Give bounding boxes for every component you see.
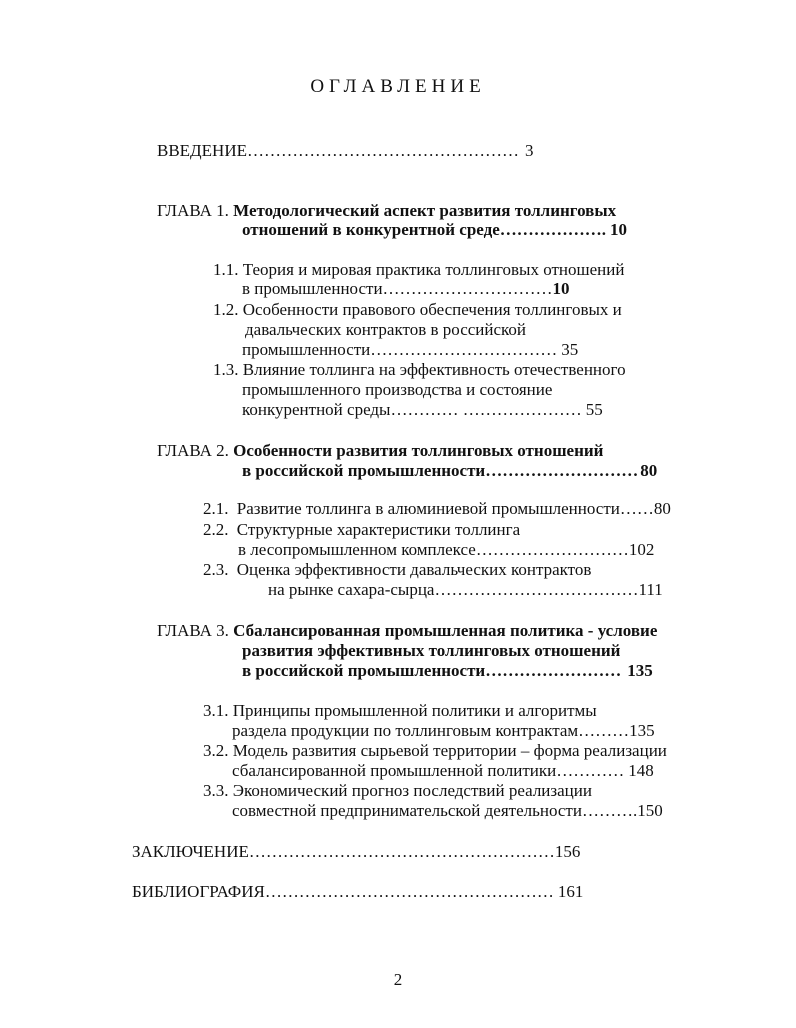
leader-dots: ……………………… bbox=[485, 461, 639, 480]
section-title: Теория и мировая практика толлинговых отношений bbox=[242, 260, 625, 279]
toc-conclusion[interactable] bbox=[132, 842, 580, 862]
toc-chapter-1[interactable] bbox=[157, 201, 616, 221]
section-number: 2.1. bbox=[203, 499, 229, 518]
toc-introduction[interactable] bbox=[157, 141, 533, 161]
section-number: 1.1. bbox=[213, 260, 239, 279]
section-number: 1.2. bbox=[213, 300, 239, 319]
toc-page-number: 111 bbox=[638, 580, 663, 599]
leader-dots: ………………. bbox=[499, 220, 607, 239]
chapter-title-cont: отношений в конкурентной среде bbox=[242, 220, 500, 239]
toc-page-number: 161 bbox=[557, 882, 584, 901]
section-title-cont: раздела продукции по толлинговым контрактам bbox=[232, 721, 579, 740]
toc-page-number: 10 bbox=[610, 220, 628, 239]
toc-page-number: 55 bbox=[585, 400, 603, 419]
leader-dots: …………………… bbox=[485, 661, 622, 680]
toc-chapter-1-line-2[interactable] bbox=[242, 220, 627, 240]
toc-page-number: 135 bbox=[629, 721, 655, 740]
toc-section-3-2-line-2[interactable] bbox=[232, 761, 654, 781]
toc-section-1-3-line-3[interactable] bbox=[242, 400, 603, 420]
toc-page-number: 150 bbox=[637, 801, 663, 820]
toc-chapter-3[interactable] bbox=[157, 621, 657, 641]
chapter-title-cont: в российской промышленности bbox=[242, 661, 486, 680]
toc-page-number: 148 bbox=[628, 761, 654, 780]
toc-section-1-3-line-2[interactable]: промышленного производства и состояние bbox=[242, 380, 553, 399]
toc-chapter-2[interactable] bbox=[157, 441, 603, 461]
leader-dots: ……… bbox=[578, 721, 630, 740]
toc-section-1-1-line-2[interactable] bbox=[242, 279, 570, 299]
toc-section-3-1-line-2[interactable] bbox=[232, 721, 655, 741]
toc-section-2-3-line-2[interactable] bbox=[268, 580, 663, 600]
section-title-cont: промышленности bbox=[242, 340, 371, 359]
section-number: 2.3. bbox=[203, 560, 229, 579]
section-title: Экономический прогноз последствий реализации bbox=[232, 781, 592, 800]
toc-conclusion-text: ЗАКЛЮЧЕНИЕ bbox=[132, 842, 249, 861]
section-title: Влияние толлинга на эффективность отечественного bbox=[242, 360, 626, 379]
toc-page-number: 102 bbox=[628, 540, 655, 559]
page-number: 2 bbox=[393, 970, 403, 989]
section-number: 1.3. bbox=[213, 360, 239, 379]
chapter-label: ГЛАВА 3. bbox=[157, 621, 229, 640]
toc-section-1-2-line-2[interactable]: давальческих контрактов в российской bbox=[245, 320, 527, 339]
leader-dots: …… bbox=[619, 499, 654, 518]
toc-section-2-1[interactable] bbox=[203, 499, 671, 519]
toc-section-2-2-line-2[interactable] bbox=[238, 540, 654, 560]
toc-section-1-2[interactable] bbox=[213, 300, 622, 320]
toc-page-number: 80 bbox=[653, 499, 671, 518]
toc-bibliography[interactable] bbox=[132, 882, 583, 902]
section-number: 2.2. bbox=[203, 520, 229, 539]
toc-chapter-2-line-2[interactable] bbox=[242, 461, 657, 481]
toc-section-3-3-line-2[interactable] bbox=[232, 801, 663, 821]
toc-page-number: 35 bbox=[561, 340, 579, 359]
toc-section-1-3[interactable] bbox=[213, 360, 626, 380]
leader-dots: …………………………………………… bbox=[264, 882, 554, 901]
leader-dots: ………………………… bbox=[382, 279, 553, 298]
chapter-label: ГЛАВА 1. bbox=[157, 201, 229, 220]
section-title: Особенности правового обеспечения толлинговых и bbox=[242, 300, 622, 319]
chapter-label: ГЛАВА 2. bbox=[157, 441, 229, 460]
toc-section-2-2[interactable] bbox=[203, 520, 520, 540]
leader-dots: ………………………………………… bbox=[246, 141, 519, 160]
toc-section-3-3[interactable] bbox=[203, 781, 592, 801]
section-number: 3.3. bbox=[203, 781, 229, 800]
leader-dots: ………. bbox=[581, 801, 638, 820]
section-title: Оценка эффективности давальческих контрактов bbox=[236, 560, 592, 579]
section-title-cont: на рынке сахара-сырца bbox=[268, 580, 435, 599]
section-number: 3.2. bbox=[203, 741, 229, 760]
chapter-title: Методологический аспект развития толлинговых bbox=[233, 201, 617, 220]
section-title: Структурные характеристики толлинга bbox=[236, 520, 521, 539]
chapter-title-cont: в российской промышленности bbox=[242, 461, 486, 480]
leader-dots: ……………………………………………… bbox=[248, 842, 555, 861]
chapter-title: Особенности развития толлинговых отношений bbox=[233, 441, 604, 460]
leader-dots: ……………………………… bbox=[434, 580, 639, 599]
toc-chapter-3-line-3[interactable] bbox=[242, 661, 653, 681]
leader-dots: …………………………… bbox=[370, 340, 558, 359]
section-number: 3.1. bbox=[203, 701, 229, 720]
leader-dots: ………… ………………… bbox=[390, 400, 582, 419]
toc-page-number: 135 bbox=[627, 661, 653, 680]
toc-chapter-3-line-2[interactable]: развития эффективных толлинговых отношений bbox=[242, 641, 621, 660]
section-title-cont: сбалансированной промышленной политики bbox=[232, 761, 557, 780]
toc-page-number: 156 bbox=[554, 842, 581, 861]
section-title: Принципы промышленной политики и алгоритмы bbox=[232, 701, 597, 720]
toc-section-1-2-line-3[interactable] bbox=[242, 340, 578, 360]
toc-bibliography-text: БИБЛИОГРАФИЯ bbox=[132, 882, 265, 901]
page-title: ОГЛАВЛЕНИЕ bbox=[310, 76, 486, 97]
leader-dots: ……………………… bbox=[475, 540, 629, 559]
section-title-cont: в лесопромышленном комплексе bbox=[238, 540, 476, 559]
section-title-cont: совместной предпринимательской деятельности bbox=[232, 801, 582, 820]
toc-section-2-3[interactable] bbox=[203, 560, 591, 580]
toc-section-3-1[interactable] bbox=[203, 701, 597, 721]
toc-section-3-2[interactable] bbox=[203, 741, 667, 761]
chapter-title: Сбалансированная промышленная политика - условие bbox=[233, 621, 658, 640]
toc-section-1-1[interactable] bbox=[213, 260, 624, 280]
toc-introduction-text: ВВЕДЕНИЕ bbox=[157, 141, 247, 160]
section-title-cont: конкурентной среды bbox=[242, 400, 391, 419]
section-title: Модель развития сырьевой территории – форма реализации bbox=[232, 741, 667, 760]
toc-page-number: 3 bbox=[524, 141, 534, 160]
section-title: Развитие толлинга в алюминиевой промышленности bbox=[236, 499, 620, 518]
leader-dots: ………… bbox=[556, 761, 625, 780]
toc-page-number: 80 bbox=[640, 461, 658, 480]
section-title-cont: в промышленности bbox=[242, 279, 383, 298]
toc-page-number: 10 bbox=[552, 279, 570, 298]
